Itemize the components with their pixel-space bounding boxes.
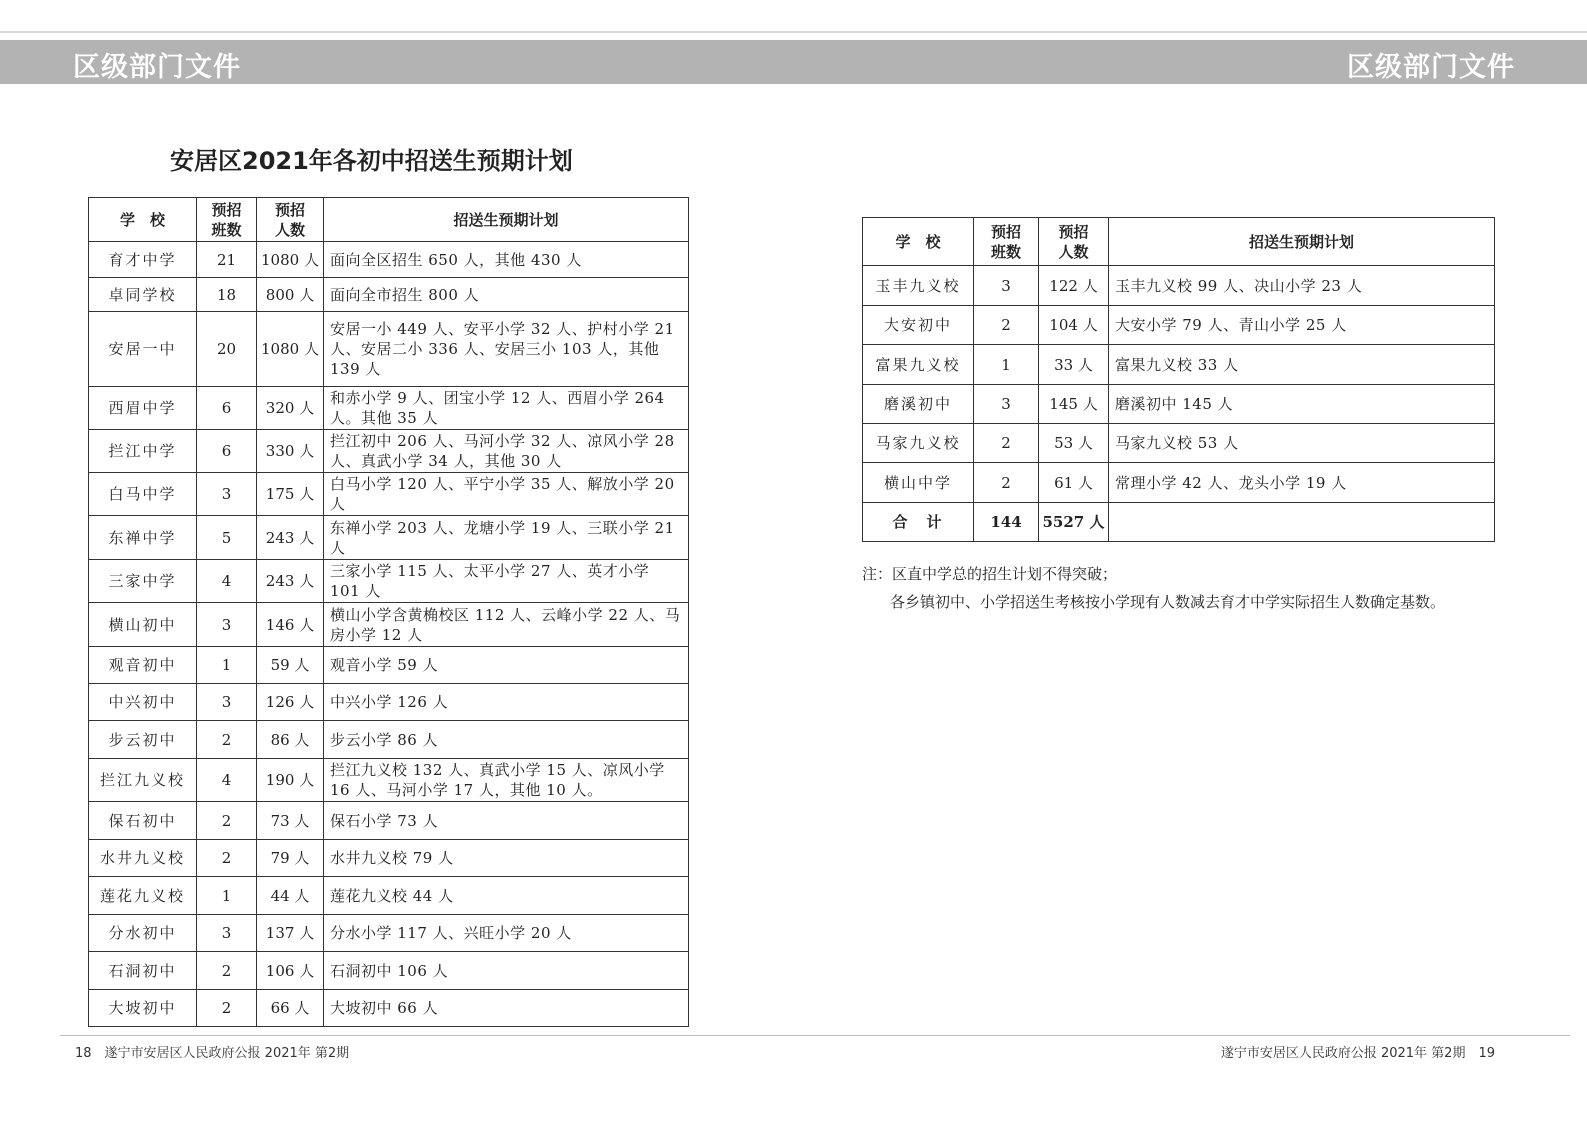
people-cell: 106 人: [257, 952, 324, 990]
table-row: [89, 312, 689, 387]
plan-cell: 和赤小学 9 人、团宝小学 12 人、西眉小学 264 人。其他 35 人: [324, 387, 689, 430]
table-row: [89, 759, 689, 802]
table-row: [863, 266, 1495, 306]
people-cell: 330 人: [257, 430, 324, 473]
school-cell: 横山中学: [863, 463, 974, 503]
plan-cell: 大坡初中 66 人: [324, 990, 689, 1027]
table-row: [89, 242, 689, 278]
plan-cell: 白马小学 120 人、平宁小学 35 人、解放小学 20 人: [324, 473, 689, 516]
table-row: [89, 560, 689, 603]
people-cell: 33 人: [1039, 345, 1109, 385]
school-cell: 石洞初中: [89, 952, 197, 990]
classes-cell: 4: [197, 759, 257, 802]
school-cell: 拦江九义校: [89, 759, 197, 802]
school-cell: 莲花九义校: [89, 877, 197, 915]
notes: [862, 560, 1502, 616]
school-cell: 拦江中学: [89, 430, 197, 473]
people-cell: 122 人: [1039, 266, 1109, 306]
classes-cell: 2: [197, 721, 257, 759]
classes-cell: 1: [197, 877, 257, 915]
school-cell: 保石初中: [89, 802, 197, 840]
plan-cell: 莲花九义校 44 人: [324, 877, 689, 915]
total-label: 合 计: [863, 503, 974, 542]
top-rule: [0, 31, 1587, 33]
bottom-rule: [60, 1035, 1570, 1036]
people-cell: 190 人: [257, 759, 324, 802]
plan-cell: 常理小学 42 人、龙头小学 19 人: [1109, 463, 1495, 503]
classes-cell: 2: [974, 306, 1039, 345]
table-row: [89, 721, 689, 759]
classes-cell: 3: [197, 684, 257, 721]
people-cell: 59 人: [257, 647, 324, 684]
classes-cell: 3: [974, 385, 1039, 424]
school-cell: 西眉中学: [89, 387, 197, 430]
classes-cell: 18: [197, 278, 257, 312]
table-row: [89, 840, 689, 877]
people-cell: 320 人: [257, 387, 324, 430]
plan-cell: 水井九义校 79 人: [324, 840, 689, 877]
total-classes: 144: [974, 503, 1039, 542]
school-cell: 大安初中: [863, 306, 974, 345]
school-cell: 步云初中: [89, 721, 197, 759]
plan-cell: 观音小学 59 人: [324, 647, 689, 684]
people-cell: 104 人: [1039, 306, 1109, 345]
header-school: 学 校: [863, 218, 974, 266]
school-cell: 三家中学: [89, 560, 197, 603]
plan-cell: 磨溪初中 145 人: [1109, 385, 1495, 424]
plan-cell: 拦江初中 206 人、马河小学 32 人、凉风小学 28 人、真武小学 34 人，其他 30 人: [324, 430, 689, 473]
classes-cell: 6: [197, 430, 257, 473]
people-cell: 126 人: [257, 684, 324, 721]
school-cell: 水井九义校: [89, 840, 197, 877]
left-plan-table: [88, 197, 689, 1027]
school-cell: 安居一中: [89, 312, 197, 387]
left-table-body: [89, 242, 689, 1027]
header-people: 预招 人数: [1039, 218, 1109, 266]
header-band: [0, 40, 1587, 84]
school-cell: 育才中学: [89, 242, 197, 278]
people-cell: 1080 人: [257, 312, 324, 387]
people-cell: 73 人: [257, 802, 324, 840]
right-plan-table: [862, 217, 1495, 542]
total-row: [863, 503, 1495, 542]
people-cell: 137 人: [257, 915, 324, 952]
plan-cell: 分水小学 117 人、兴旺小学 20 人: [324, 915, 689, 952]
classes-cell: 20: [197, 312, 257, 387]
table-row: [89, 802, 689, 840]
people-cell: 146 人: [257, 603, 324, 647]
total-people: 5527 人: [1039, 503, 1109, 542]
plan-cell: 面向全区招生 650 人，其他 430 人: [324, 242, 689, 278]
plan-cell: 玉丰九义校 99 人、决山小学 23 人: [1109, 266, 1495, 306]
footer-right: 遂宁市安居区人民政府公报 2021年 第2期 19: [1220, 1046, 1495, 1061]
header-right-label: 区级部门文件: [1347, 52, 1515, 83]
table-row: [89, 387, 689, 430]
people-cell: 61 人: [1039, 463, 1109, 503]
table-row: [89, 603, 689, 647]
plan-cell: 马家九义校 53 人: [1109, 424, 1495, 463]
people-cell: 175 人: [257, 473, 324, 516]
table-row: [89, 430, 689, 473]
school-cell: 东禅中学: [89, 516, 197, 560]
table-row: [89, 990, 689, 1027]
header-classes: 预招 班数: [197, 198, 257, 242]
school-cell: 横山初中: [89, 603, 197, 647]
classes-cell: 2: [197, 840, 257, 877]
classes-cell: 3: [197, 915, 257, 952]
table-row: [863, 463, 1495, 503]
table-row: [89, 516, 689, 560]
plan-cell: 三家小学 115 人、太平小学 27 人、英才小学 101 人: [324, 560, 689, 603]
school-cell: 白马中学: [89, 473, 197, 516]
classes-cell: 2: [974, 463, 1039, 503]
table-row: [89, 877, 689, 915]
school-cell: 玉丰九义校: [863, 266, 974, 306]
classes-cell: 3: [197, 603, 257, 647]
table-row: [89, 473, 689, 516]
table-row: [89, 952, 689, 990]
school-cell: 大坡初中: [89, 990, 197, 1027]
school-cell: 马家九义校: [863, 424, 974, 463]
school-cell: 观音初中: [89, 647, 197, 684]
people-cell: 86 人: [257, 721, 324, 759]
people-cell: 53 人: [1039, 424, 1109, 463]
plan-cell: 保石小学 73 人: [324, 802, 689, 840]
table-row: [89, 915, 689, 952]
table-row: [89, 278, 689, 312]
plan-cell: 步云小学 86 人: [324, 721, 689, 759]
table-row: [863, 385, 1495, 424]
classes-cell: 2: [974, 424, 1039, 463]
plan-cell: 东禅小学 203 人、龙塘小学 19 人、三联小学 21 人: [324, 516, 689, 560]
classes-cell: 1: [197, 647, 257, 684]
header-plan: 招送生预期计划: [324, 198, 689, 242]
plan-cell: 大安小学 79 人、青山小学 25 人: [1109, 306, 1495, 345]
school-cell: 磨溪初中: [863, 385, 974, 424]
table-row: [863, 345, 1495, 385]
classes-cell: 2: [197, 990, 257, 1027]
classes-cell: 2: [197, 802, 257, 840]
header-people: 预招 人数: [257, 198, 324, 242]
people-cell: 79 人: [257, 840, 324, 877]
plan-cell: 安居一小 449 人、安平小学 32 人、护村小学 21 人、安居二小 336 人、安居三小 103 人，其他 139 人: [324, 312, 689, 387]
footer-left: 18 遂宁市安居区人民政府公报 2021年 第2期: [75, 1046, 350, 1061]
school-cell: 分水初中: [89, 915, 197, 952]
people-cell: 145 人: [1039, 385, 1109, 424]
plan-cell: 面向全市招生 800 人: [324, 278, 689, 312]
note-line-1: 注：区直中学总的招生计划不得突破；: [862, 565, 1118, 583]
classes-cell: 3: [974, 266, 1039, 306]
classes-cell: 1: [974, 345, 1039, 385]
header-classes: 预招 班数: [974, 218, 1039, 266]
school-cell: 中兴初中: [89, 684, 197, 721]
right-table-body: [863, 266, 1495, 503]
table-row: [89, 647, 689, 684]
header-left-label: 区级部门文件: [73, 52, 241, 83]
plan-cell: 横山小学含黄桷校区 112 人、云峰小学 22 人、马房小学 12 人: [324, 603, 689, 647]
table-row: [863, 424, 1495, 463]
plan-cell: 富果九义校 33 人: [1109, 345, 1495, 385]
people-cell: 243 人: [257, 516, 324, 560]
table-row: [863, 306, 1495, 345]
header-school: 学 校: [89, 198, 197, 242]
school-cell: 卓同学校: [89, 278, 197, 312]
people-cell: 1080 人: [257, 242, 324, 278]
plan-cell: 中兴小学 126 人: [324, 684, 689, 721]
header-plan: 招送生预期计划: [1109, 218, 1495, 266]
classes-cell: 3: [197, 473, 257, 516]
page-title: 安居区2021年各初中招送生预期计划: [170, 147, 573, 175]
note-line-2: 各乡镇初中、小学招送生考核按小学现有人数减去育才中学实际招生人数确定基数。: [890, 593, 1446, 611]
people-cell: 66 人: [257, 990, 324, 1027]
people-cell: 800 人: [257, 278, 324, 312]
people-cell: 243 人: [257, 560, 324, 603]
classes-cell: 6: [197, 387, 257, 430]
plan-cell: 石洞初中 106 人: [324, 952, 689, 990]
table-row: [89, 684, 689, 721]
school-cell: 富果九义校: [863, 345, 974, 385]
total-plan: [1109, 503, 1495, 542]
plan-cell: 拦江九义校 132 人、真武小学 15 人、凉风小学 16 人、马河小学 17 人，其他 10 人。: [324, 759, 689, 802]
classes-cell: 2: [197, 952, 257, 990]
classes-cell: 21: [197, 242, 257, 278]
classes-cell: 4: [197, 560, 257, 603]
people-cell: 44 人: [257, 877, 324, 915]
classes-cell: 5: [197, 516, 257, 560]
